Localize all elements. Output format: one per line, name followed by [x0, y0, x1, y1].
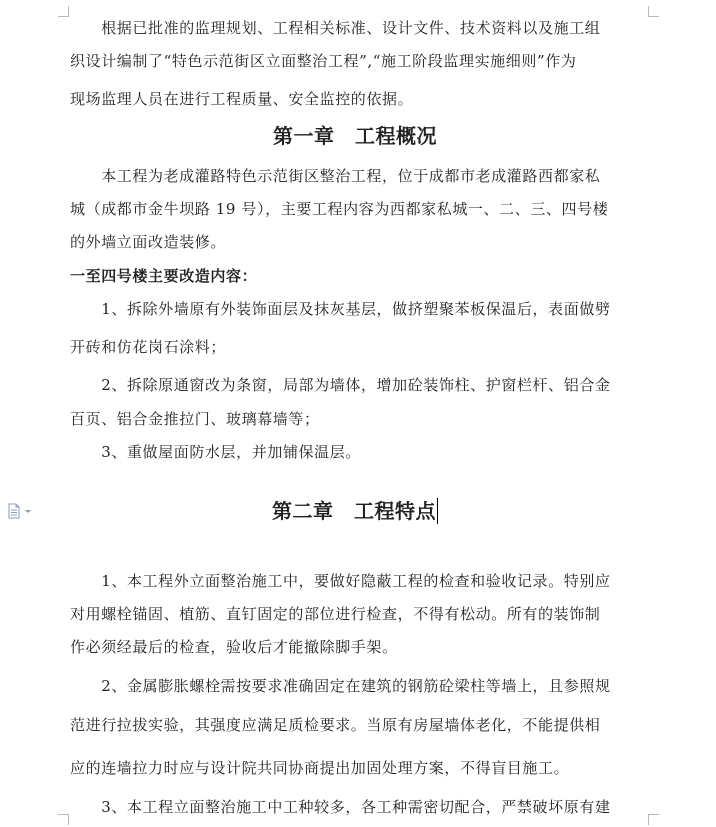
list-item-line: 开砖和仿花岗石涂料；	[70, 338, 227, 356]
list-item-line: 百页、铝合金推拉门、玻璃幕墙等；	[70, 410, 320, 428]
paragraph-line: 应的连墙拉力时应与设计院共同协商提出加固处理方案，不得盲目施工。	[70, 759, 570, 777]
text-cursor	[437, 498, 438, 524]
paragraph-line: 2、金属膨胀螺栓需按要求准确固定在建筑的钢筋砼梁柱等墙上，且参照规	[70, 677, 611, 695]
paragraph-line: 根据已批准的监理规划、工程相关标准、设计文件、技术资料以及施工组	[70, 19, 601, 37]
paragraph-line: 3、本工程立面整治施工中工种较多，各工种需密切配合，严禁破坏原有建	[70, 798, 611, 816]
paragraph-line: 的外墙立面改造装修。	[70, 233, 227, 251]
list-item-line: 3、重做屋面防水层，并加铺保温层。	[70, 443, 361, 461]
paragraph-line: 现场监理人员在进行工程质量、安全监控的依据。	[70, 90, 414, 108]
page-corner-mark	[58, 6, 69, 17]
paragraph-line: 织设计编制了“特色示范街区立面整治工程”,“施工阶段监理实施细则”作为	[70, 52, 577, 70]
list-item-line: 2、拆除原通窗改为条窗，局部为墙体，增加砼装饰柱、护窗栏杆、铝合金	[70, 376, 611, 394]
list-item-line: 1、拆除外墙原有外装饰面层及抹灰基层，做挤塑聚苯板保温后，表面做劈	[70, 300, 611, 318]
paragraph-line: 本工程为老成灌路特色示范街区整治工程，位于成都市老成灌路西都家私	[70, 167, 601, 185]
paragraph-line: 城（成都市金牛坝路 19 号），主要工程内容为西都家私城一、二、三、四号楼	[70, 200, 609, 218]
paragraph-line: 范进行拉拔实验，其强度应满足质检要求。当原有房屋墙体老化，不能提供相	[70, 716, 601, 734]
paragraph-line: 1、本工程外立面整治施工中，要做好隐蔽工程的检查和验收记录。特别应	[70, 572, 611, 590]
paragraph-line: 作必须经最后的检查，验收后才能撤除脚手架。	[70, 638, 398, 656]
document-icon[interactable]	[7, 503, 35, 519]
subheading: 一至四号楼主要改造内容：	[70, 267, 258, 285]
chapter-2-title[interactable]	[70, 498, 640, 524]
page-corner-mark	[58, 814, 69, 825]
paragraph-line: 对用螺栓锚固、植筋、直钉固定的部位进行检查，不得有松动。所有的装饰制	[70, 605, 601, 623]
chapter-1-title: 第一章 工程概况	[273, 124, 437, 148]
page-corner-mark	[648, 6, 659, 17]
chapter-2-title-text: 第二章 工程特点	[272, 499, 436, 523]
